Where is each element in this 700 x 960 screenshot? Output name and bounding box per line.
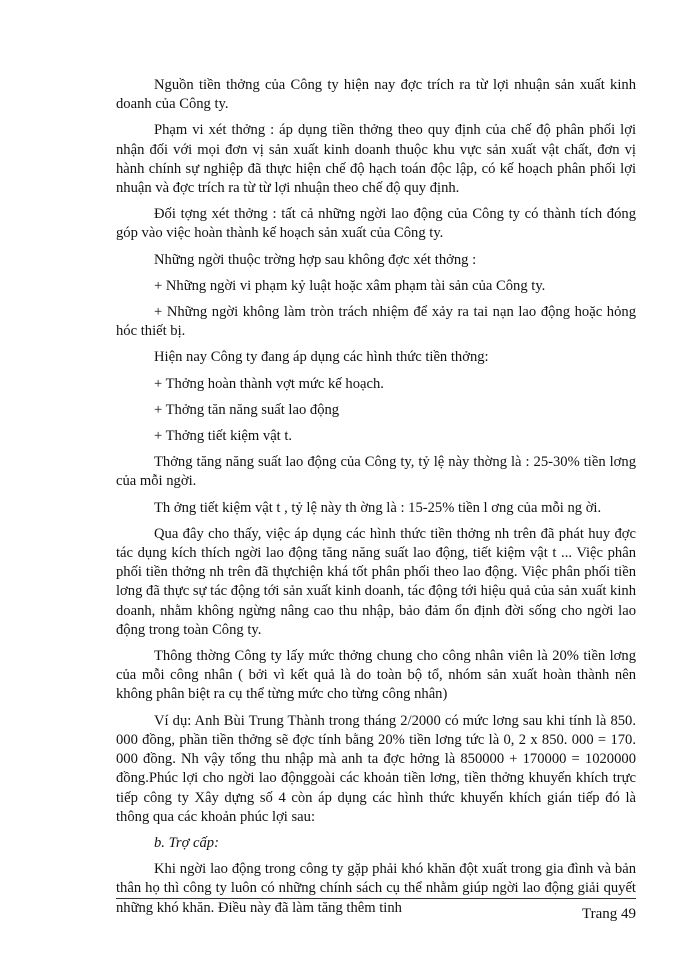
subheading-allowance: b. Trợ cấp: [154, 834, 219, 851]
paragraph-example: Ví dụ: Anh Bùi Trung Thành trong tháng 2/2000 có mức lơng sau khi tính là 850. 000 đồng, phần tiền thởng sẽ đợc tính bằng 20% tiền lơng tức là 0, 2 x 850. 000 = 170. 000 đồng. Nh vậy tổng thu nhập mà anh ta đợc hởng là 850000 + 170000 = 1020000 đồng.Phúc lợi cho ngời lao độnggoài các khoản tiền lơng, tiền thởng khuyến khích trực tiếp công ty Xây dựng số 4 còn áp dụng các hình thức khuyến khích gián tiếp đó là thông qua các khoản phúc lợi sau: [116, 712, 636, 825]
paragraph-bonus-forms-intro: Hiện nay Công ty đang áp dụng các hình thức tiền thởng: [154, 349, 489, 366]
list-item-bonus-form-3: + Thởng tiết kiệm vật t. [154, 428, 293, 445]
paragraph-productivity-bonus-rate: Thởng tăng năng suất lao động của Công ty, tỷ lệ này thờng là : 25-30% tiền lơng của mỗi ngời. [116, 454, 636, 490]
page-body [116, 76, 636, 925]
paragraph-allowance: Khi ngời lao động trong công ty gặp phải khó khăn đột xuất trong gia đình và bản thân họ thì công ty luôn có những chính sách cụ thể nhằm giúp ngời lao động giải quyết những khó khăn. Điều này đã làm tăng thêm tinh [116, 861, 636, 916]
paragraph-bonus-recipients: Đối tợng xét thởng : tất cả những ngời lao động của Công ty có thành tích đóng góp vào việc hoàn thành kế hoạch sản xuất của Công ty. [116, 206, 636, 242]
paragraph-bonus-source: Nguồn tiền thởng của Công ty hiện nay đợc trích ra từ lợi nhuận sản xuất kinh doanh của Công ty. [116, 77, 636, 113]
footer-divider [116, 898, 636, 899]
list-item-exclusion-1: + Những ngời vi phạm kỷ luật hoặc xâm phạm tài sản của Công ty. [154, 277, 546, 294]
paragraph-saving-bonus-rate: Th ởng tiết kiệm vật t , tỷ lệ này th ờng là : 15-25% tiền l ơng của mỗi ng ời. [154, 499, 602, 516]
list-item-exclusion-2: + Những ngời không làm tròn trách nhiệm để xảy ra tai nạn lao động hoặc hỏng hóc thiết bị. [116, 304, 636, 340]
list-item-bonus-form-1: + Thởng hoàn thành vợt mức kế hoạch. [154, 375, 384, 392]
paragraph-exclusions-intro: Những ngời thuộc trờng hợp sau không đợc xét thởng : [154, 251, 477, 268]
page-number: Trang 49 [581, 906, 636, 922]
list-item-bonus-form-2: + Thởng tăn năng suất lao động [154, 401, 340, 418]
paragraph-common-bonus: Thông thờng Công ty lấy mức thởng chung cho công nhân viên là 20% tiền lơng của mỗi công nhân ( bởi vì kết quả là do toàn bộ tổ, nhóm sản xuất hoàn thành nên không phân biệt ra cụ thể từng mức cho từng công nhân) [116, 648, 636, 703]
paragraph-bonus-scope: Phạm vi xét thởng : áp dụng tiền thởng theo quy định của chế độ phân phối lợi nhận đối với mọi đơn vị sản xuất kinh doanh thuộc khu vực sản xuất vật chất, đơn vị hành chính sự nghiệp đã thực hiện chế độ hạch toán độc lập, có kế hoạch phân phối lợi nhuận và đợc trích ra từ từ lợi nhuận theo chế độ quy định. [116, 122, 636, 197]
paragraph-bonus-evaluation: Qua đây cho thấy, việc áp dụng các hình thức tiền thởng nh trên đã phát huy đợc tác dụng kích thích ngời lao động tăng năng suất lao động, tiết kiệm vật t ... Việc phân phối tiền thởng nh trên đã thựchiện khá tốt phân phối theo lao động. Việc phân phối tiền lơng đã thực sự tác động tới sản xuất kinh doanh, tác động tới hiệu quả của sản xuất kinh doanh, nhằm không ngừng nâng cao thu nhập, bảo đảm ổn định đời sống cho ngời lao động trong toàn Công ty. [116, 525, 636, 638]
